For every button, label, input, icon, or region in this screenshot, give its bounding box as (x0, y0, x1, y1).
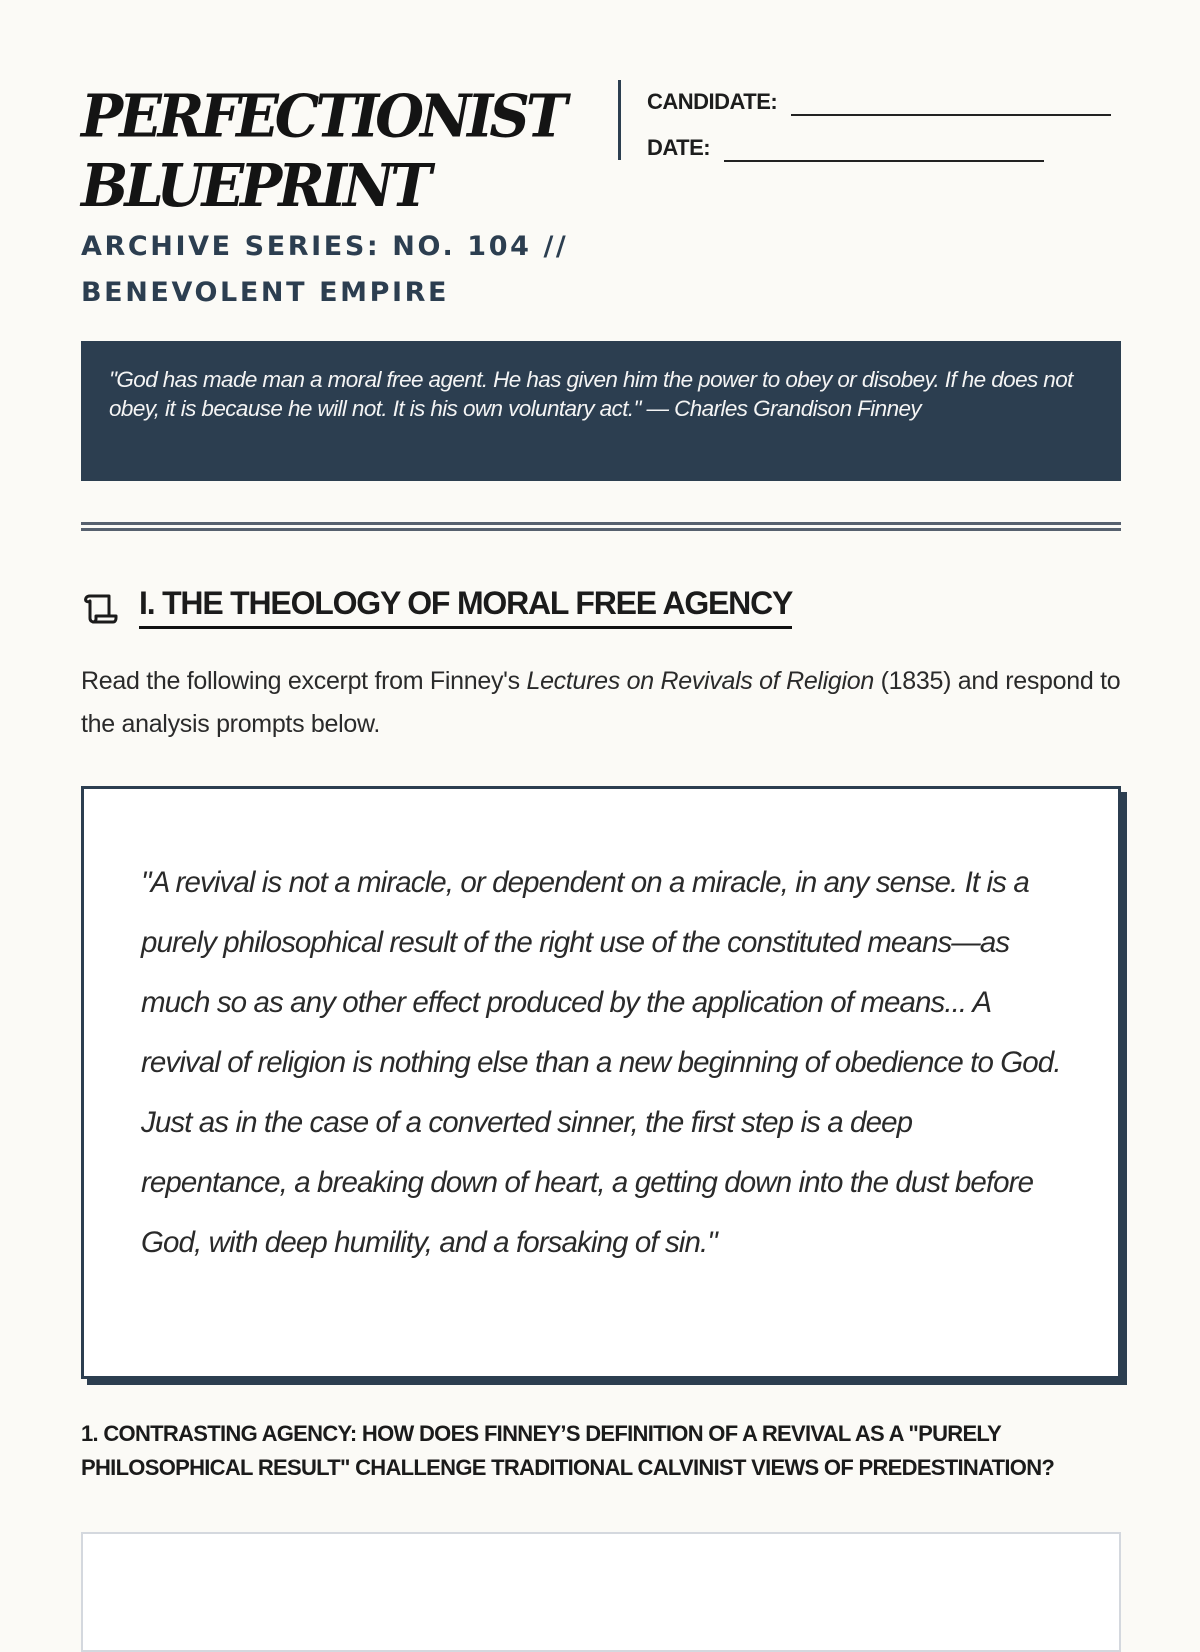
question-prompt: 1. CONTRASTING AGENCY: HOW DOES FINNEY’S DEFINITION OF A REVIVAL AS A "PURELY PHILOSOPHICAL RESULT" CHALLENGE TRADITIONAL CALVINIST VIEWS OF PREDESTINATION? (81, 1421, 1055, 1480)
date-row (647, 126, 1127, 162)
section-intro (81, 660, 1141, 746)
section-title: I. THE THEOLOGY OF MORAL FREE AGENCY (139, 584, 792, 629)
subtitle-line-2: BENEVOLENT EMPIRE (81, 277, 450, 308)
date-label: DATE: (647, 135, 711, 160)
double-divider (81, 522, 1121, 531)
subtitle-line-1: ARCHIVE SERIES: NO. 104 // (81, 231, 569, 262)
candidate-field[interactable] (791, 90, 1111, 116)
intro-text-after: (1835) and respond to the analysis prompts below. (81, 667, 1121, 738)
worksheet-header (81, 0, 1121, 320)
intro-work-title: Lectures on Revivals of Religion (526, 667, 874, 695)
section-heading (81, 584, 792, 629)
title-line-1: PERFECTIONIST (81, 82, 564, 152)
date-field[interactable] (724, 136, 1044, 162)
scroll-icon (81, 588, 119, 626)
archive-subtitle (81, 224, 601, 316)
excerpt-box (81, 786, 1121, 1379)
epigraph-banner (81, 341, 1121, 481)
candidate-label: CANDIDATE: (647, 89, 778, 114)
worksheet-title (81, 82, 564, 221)
answer-input[interactable] (81, 1532, 1121, 1652)
intro-text-before: Read the following excerpt from Finney's (81, 667, 527, 695)
candidate-row (647, 80, 1127, 116)
title-line-2: BLUEPRINT (81, 151, 428, 221)
candidate-meta-block (618, 80, 1127, 160)
epigraph-quote: "God has made man a moral free agent. He has given him the power to obey or disobey. If he does not obey, it is because he will not. It is his own voluntary act." — Charles Grandison Finney (109, 367, 1073, 421)
worksheet-page (81, 0, 1121, 1480)
excerpt-text: "A revival is not a miracle, or dependent on a miracle, in any sense. It is a purely philosophical result of the right use of the constituted means—as much so as any other effect produced by the application of means... A revival of religion is nothing else than a new beginning of obedience to God. Just as in the case of a converted sinner, the first step is a deep repentance, a breaking down of heart, a getting down into the dust before God, with deep humility, and a forsaking of sin." (141, 866, 1061, 1259)
